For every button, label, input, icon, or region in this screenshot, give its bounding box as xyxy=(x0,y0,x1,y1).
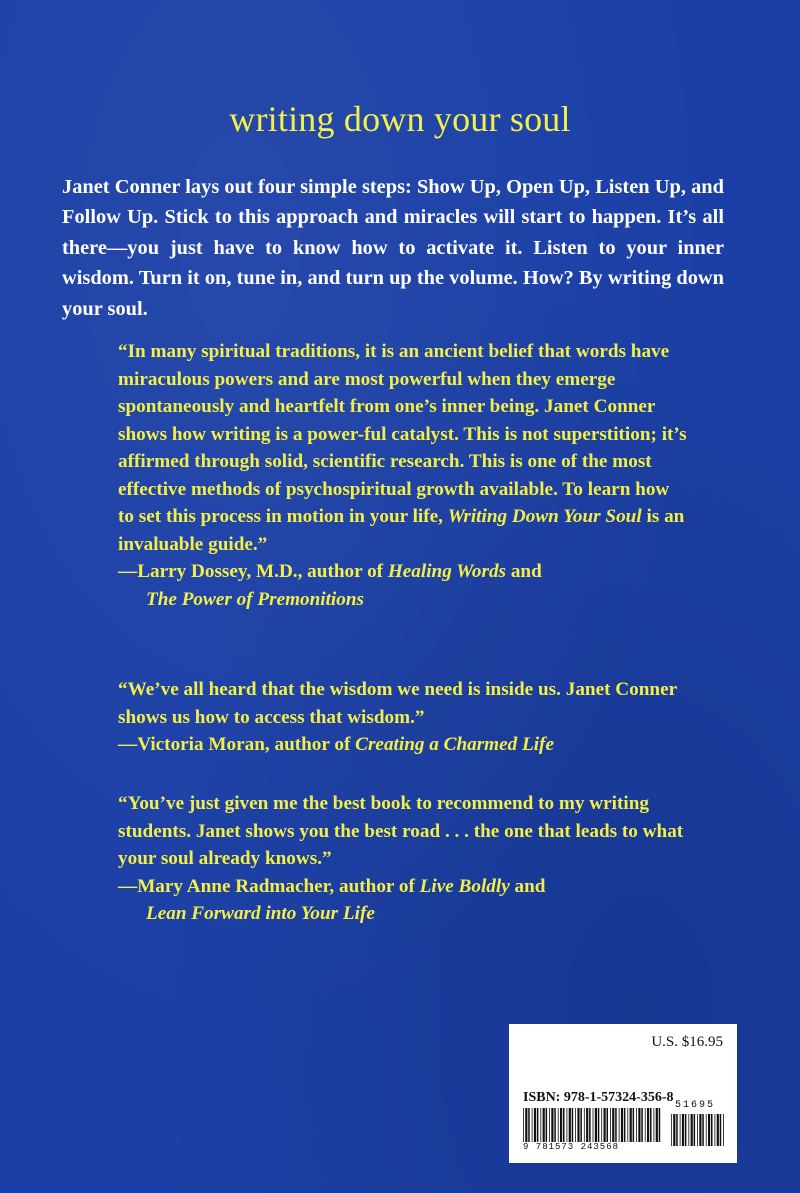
barcode-addon-digits: 51695 xyxy=(675,1100,716,1111)
barcode xyxy=(519,1100,727,1152)
cover-title: writing down your soul xyxy=(229,99,571,139)
attribution-work: Creating a Charmed Life xyxy=(355,734,554,755)
blurb-quote xyxy=(118,338,688,613)
barcode-bars-icon xyxy=(523,1108,661,1144)
attribution-work: Healing Words xyxy=(387,561,507,582)
blurb-quote xyxy=(118,676,688,759)
barcode-addon-bars-icon xyxy=(671,1114,725,1146)
quote-book-title: Writing Down Your Soul xyxy=(447,506,642,527)
quote-attribution: —Victoria Moran, author of Creating a Charmed Life xyxy=(118,734,554,755)
blurb-quote xyxy=(118,790,688,928)
quote-attribution: —Larry Dossey, M.D., author of Healing Words and The Power of Premonitions xyxy=(118,561,542,610)
price-label: U.S. $16.95 xyxy=(651,1034,723,1050)
quote-text: “You’ve just given me the best book to recommend to my writing students. Janet shows you the best road . . . the one that leads to what your soul already knows.” xyxy=(118,793,684,869)
barcode-digits: 9 781573 243568 xyxy=(523,1142,661,1152)
isbn-label: ISBN: 978-1-57324-356-8 xyxy=(523,1090,674,1105)
quote-text: “We’ve all heard that the wisdom we need is inside us. Janet Conner shows us how to access that wisdom.” xyxy=(118,679,677,728)
quote-text: “In many spiritual traditions, it is an ancient belief that words have miraculous powers and are most powerful when they emerge spontaneously and heartfelt from one’s inner being. Janet Conner shows how writing is a power-ful catalyst. This is not superstition; it’s affirmed through solid, scientific research. This is one of the most effective methods of psychospiritual growth available. To learn how to set this process in motion in your life, Writing Down Your Soul is an invaluable guide.” xyxy=(118,341,687,555)
barcode-label xyxy=(509,1024,737,1163)
quote-attribution: —Mary Anne Radmacher, author of Live Boldly and Lean Forward into Your Life xyxy=(118,875,546,924)
attribution-work: The Power of Premonitions xyxy=(146,588,364,610)
attribution-work: Live Boldly xyxy=(419,875,510,897)
intro-paragraph: Janet Conner lays out four simple steps: Show Up, Open Up, Listen Up, and Follow Up. Stick to this approach and miracles will start to happen. It’s all there—you just have to know how to activate it. Listen to your inner wisdom. Turn it on, tune in, and turn up the volume. How? By writing down your soul. xyxy=(62,176,724,320)
attribution-work: Lean Forward into Your Life xyxy=(146,903,375,924)
